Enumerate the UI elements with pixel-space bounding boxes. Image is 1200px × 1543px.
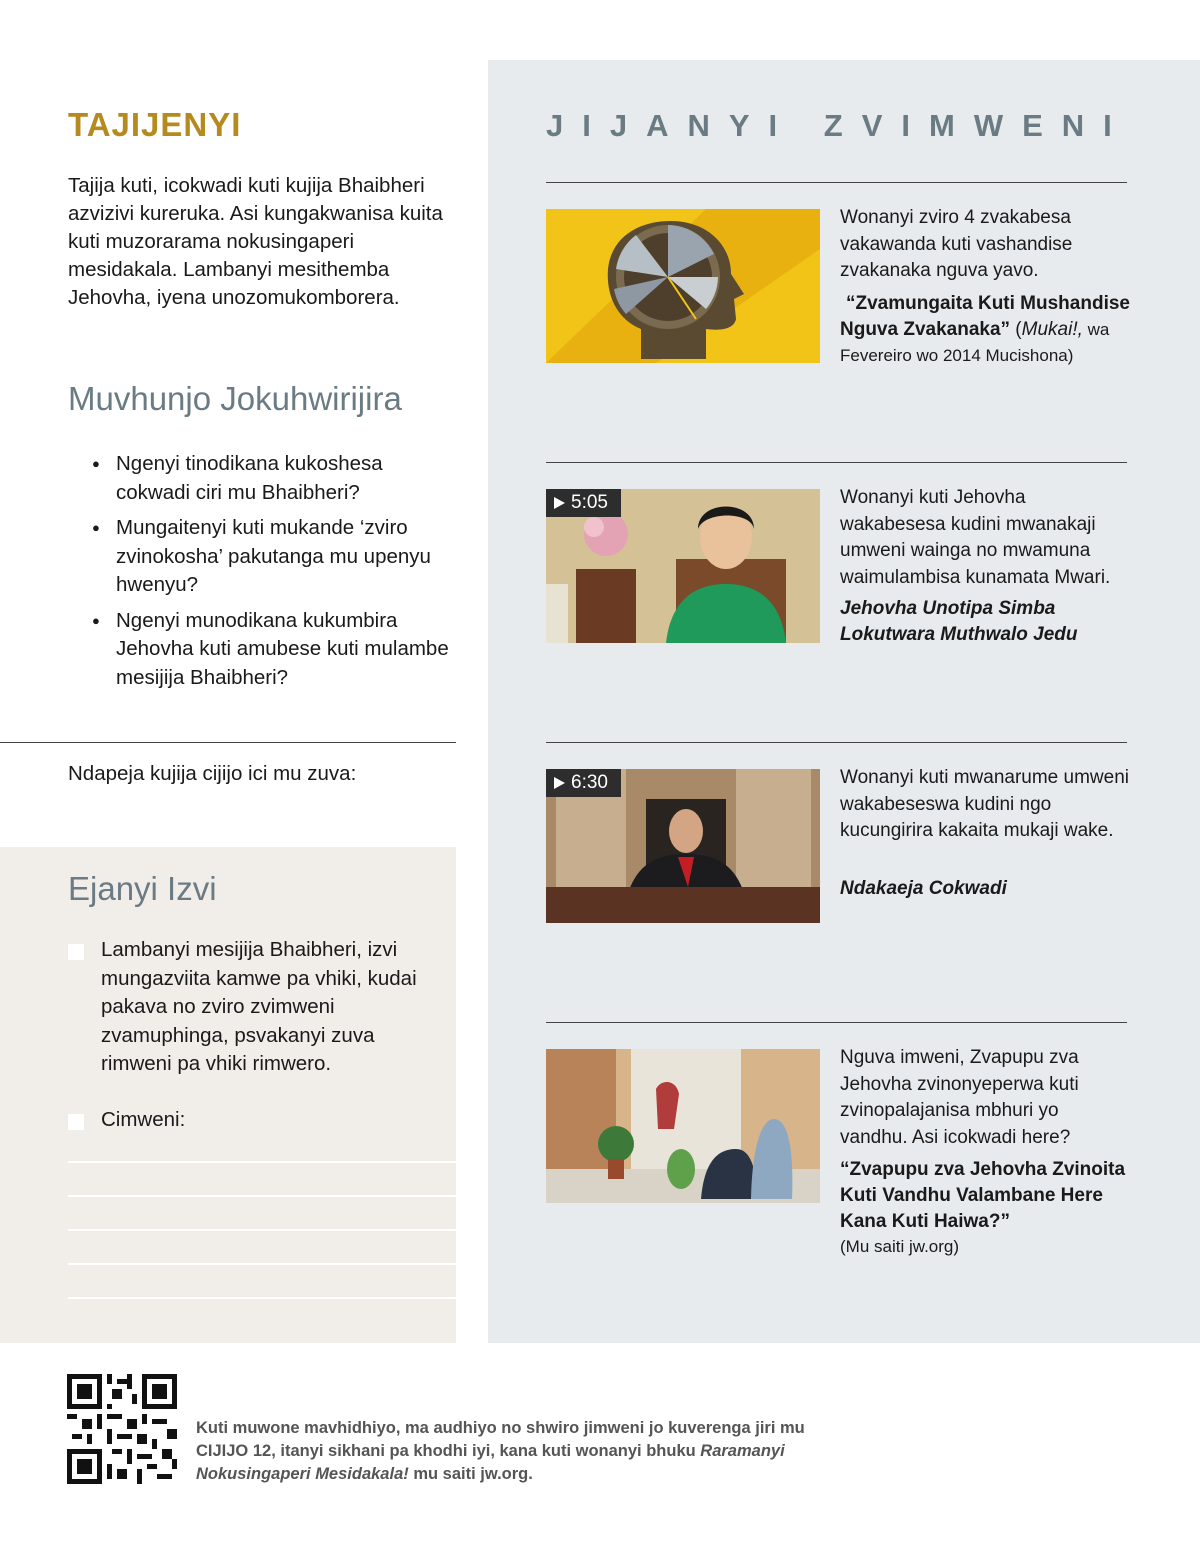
play-icon <box>554 777 565 789</box>
write-in-line <box>68 1297 456 1299</box>
write-in-line <box>68 1229 456 1231</box>
write-in-line <box>68 1195 456 1197</box>
task-text: Lambanyi mesijija Bhaibheri, izvi mungazviita kamwe pa vhiki, kudai pakava no zviro zvimweni zvamuphinga, psvakanyi zuva rimweni pa vhiki rimwero. <box>101 938 417 1075</box>
footer-text <box>196 1417 816 1486</box>
item-divider <box>546 742 1127 743</box>
video-duration-badge <box>546 489 621 517</box>
item-divider <box>546 1022 1127 1023</box>
video-thumbnail[interactable] <box>546 769 820 923</box>
item-source-block[interactable] <box>840 291 1130 369</box>
try-this-heading: Ejanyi Izvi <box>68 870 217 907</box>
item-description: Nguva imweni, Zvapupu zva Jehovha zvinonyeperwa kuti zvinopalajanisa mbhuri yo vandhu. Asi icokwadi here? <box>840 1047 1079 1148</box>
write-in-line <box>68 1161 456 1163</box>
video-duration-badge <box>546 769 621 797</box>
video-thumbnail[interactable] <box>546 489 820 643</box>
review-question: ● Mungaitenyi kuti mukande ‘zviro zvinokosha’ pakutanga mu upenyu hwenyu? <box>92 514 452 600</box>
review-heading: Muvhunjo Jokuhwirijira <box>68 380 402 417</box>
video-duration: 6:30 <box>571 772 608 793</box>
item-description: Wonanyi zviro 4 zvakabesa vakawanda kuti vashandise zvakanaka nguva yavo. <box>840 207 1073 281</box>
source-paren: ( <box>1010 319 1022 340</box>
article-thumbnail[interactable] <box>546 1049 820 1203</box>
review-question: ● Ngenyi munodikana kukumbira Jehovha kuti amubese kuti mulambe mesijija Bhaibheri? <box>92 607 452 693</box>
other-task-checkbox[interactable] <box>68 1114 84 1130</box>
video-duration: 5:05 <box>571 492 608 513</box>
review-question: ● Ngenyi tinodikana kukoshesa cokwadi ciri mu Bhaibheri? <box>92 450 452 507</box>
magazine-issue: wa Fevereiro wo 2014 Mucishona) <box>840 320 1110 365</box>
article-title-link[interactable]: “Zvapupu zva Jehovha Zvinoita Kuti Vandhu Valambane Here Kana Kuti Haiwa?” <box>840 1159 1126 1232</box>
review-questions-list <box>92 450 452 699</box>
explore-heading: JIJANYI ZVIMWENI <box>546 108 1131 143</box>
magazine-name: Mukai!, <box>1021 319 1083 340</box>
study-date-prompt: Ndapeja kujija cijijo ici mu zuva: <box>68 762 357 785</box>
summary-text: Tajija kuti, icokwadi kuti kujija Bhaibheri azvizivi kureruka. Asi kungakwanisa kuita kuti muzorarama nokusingaperi mesidakala. Lambanyi mesithemba Jehovha, iyena unozomukomborera. <box>68 174 443 309</box>
book-title: Raramanyi Nokusingaperi Mesidakala! <box>196 1442 785 1483</box>
write-in-line <box>68 1263 456 1265</box>
play-icon <box>554 497 565 509</box>
footer-text-part: Kuti muwone mavhidhiyo, ma audhiyo no shwiro jimweni jo kuverenga jiri mu CIJIJO 12, itanyi sikhani pa khodhi iyi, kana kuti wonanyi bhuku <box>196 1419 805 1460</box>
item-divider <box>546 182 1127 183</box>
article-source: (Mu saiti jw.org) <box>840 1237 960 1256</box>
video-title-link[interactable]: Jehovha Unotipa Simba Lokutwara Muthwalo Jedu <box>840 598 1078 645</box>
try-this-panel-background <box>0 847 456 1343</box>
other-task-label: Cimweni: <box>101 1108 186 1131</box>
footer-text-part: mu saiti jw.org. <box>408 1465 533 1483</box>
article-title-link[interactable]: “Zvamungaita Kuti Mushandise Nguva Zvakanaka” <box>840 293 1130 340</box>
summary-heading: TAJIJENYI <box>68 106 242 143</box>
item-description: Wonanyi kuti mwanarume umweni wakabeseswa kudini ngo kucungirira kakaita mukaji wake. <box>840 767 1129 841</box>
item-description: Wonanyi kuti Jehovha wakabesesa kudini mwanakaji umweni wainga no mwamuna waimulambisa kunamata Mwari. <box>840 487 1111 588</box>
video-title-link[interactable]: Ndakaeja Cokwadi <box>840 878 1007 899</box>
qr-code[interactable] <box>67 1374 177 1484</box>
section-divider <box>0 742 456 743</box>
task-checkbox[interactable] <box>68 944 84 960</box>
article-thumbnail[interactable] <box>546 209 820 363</box>
item-divider <box>546 462 1127 463</box>
